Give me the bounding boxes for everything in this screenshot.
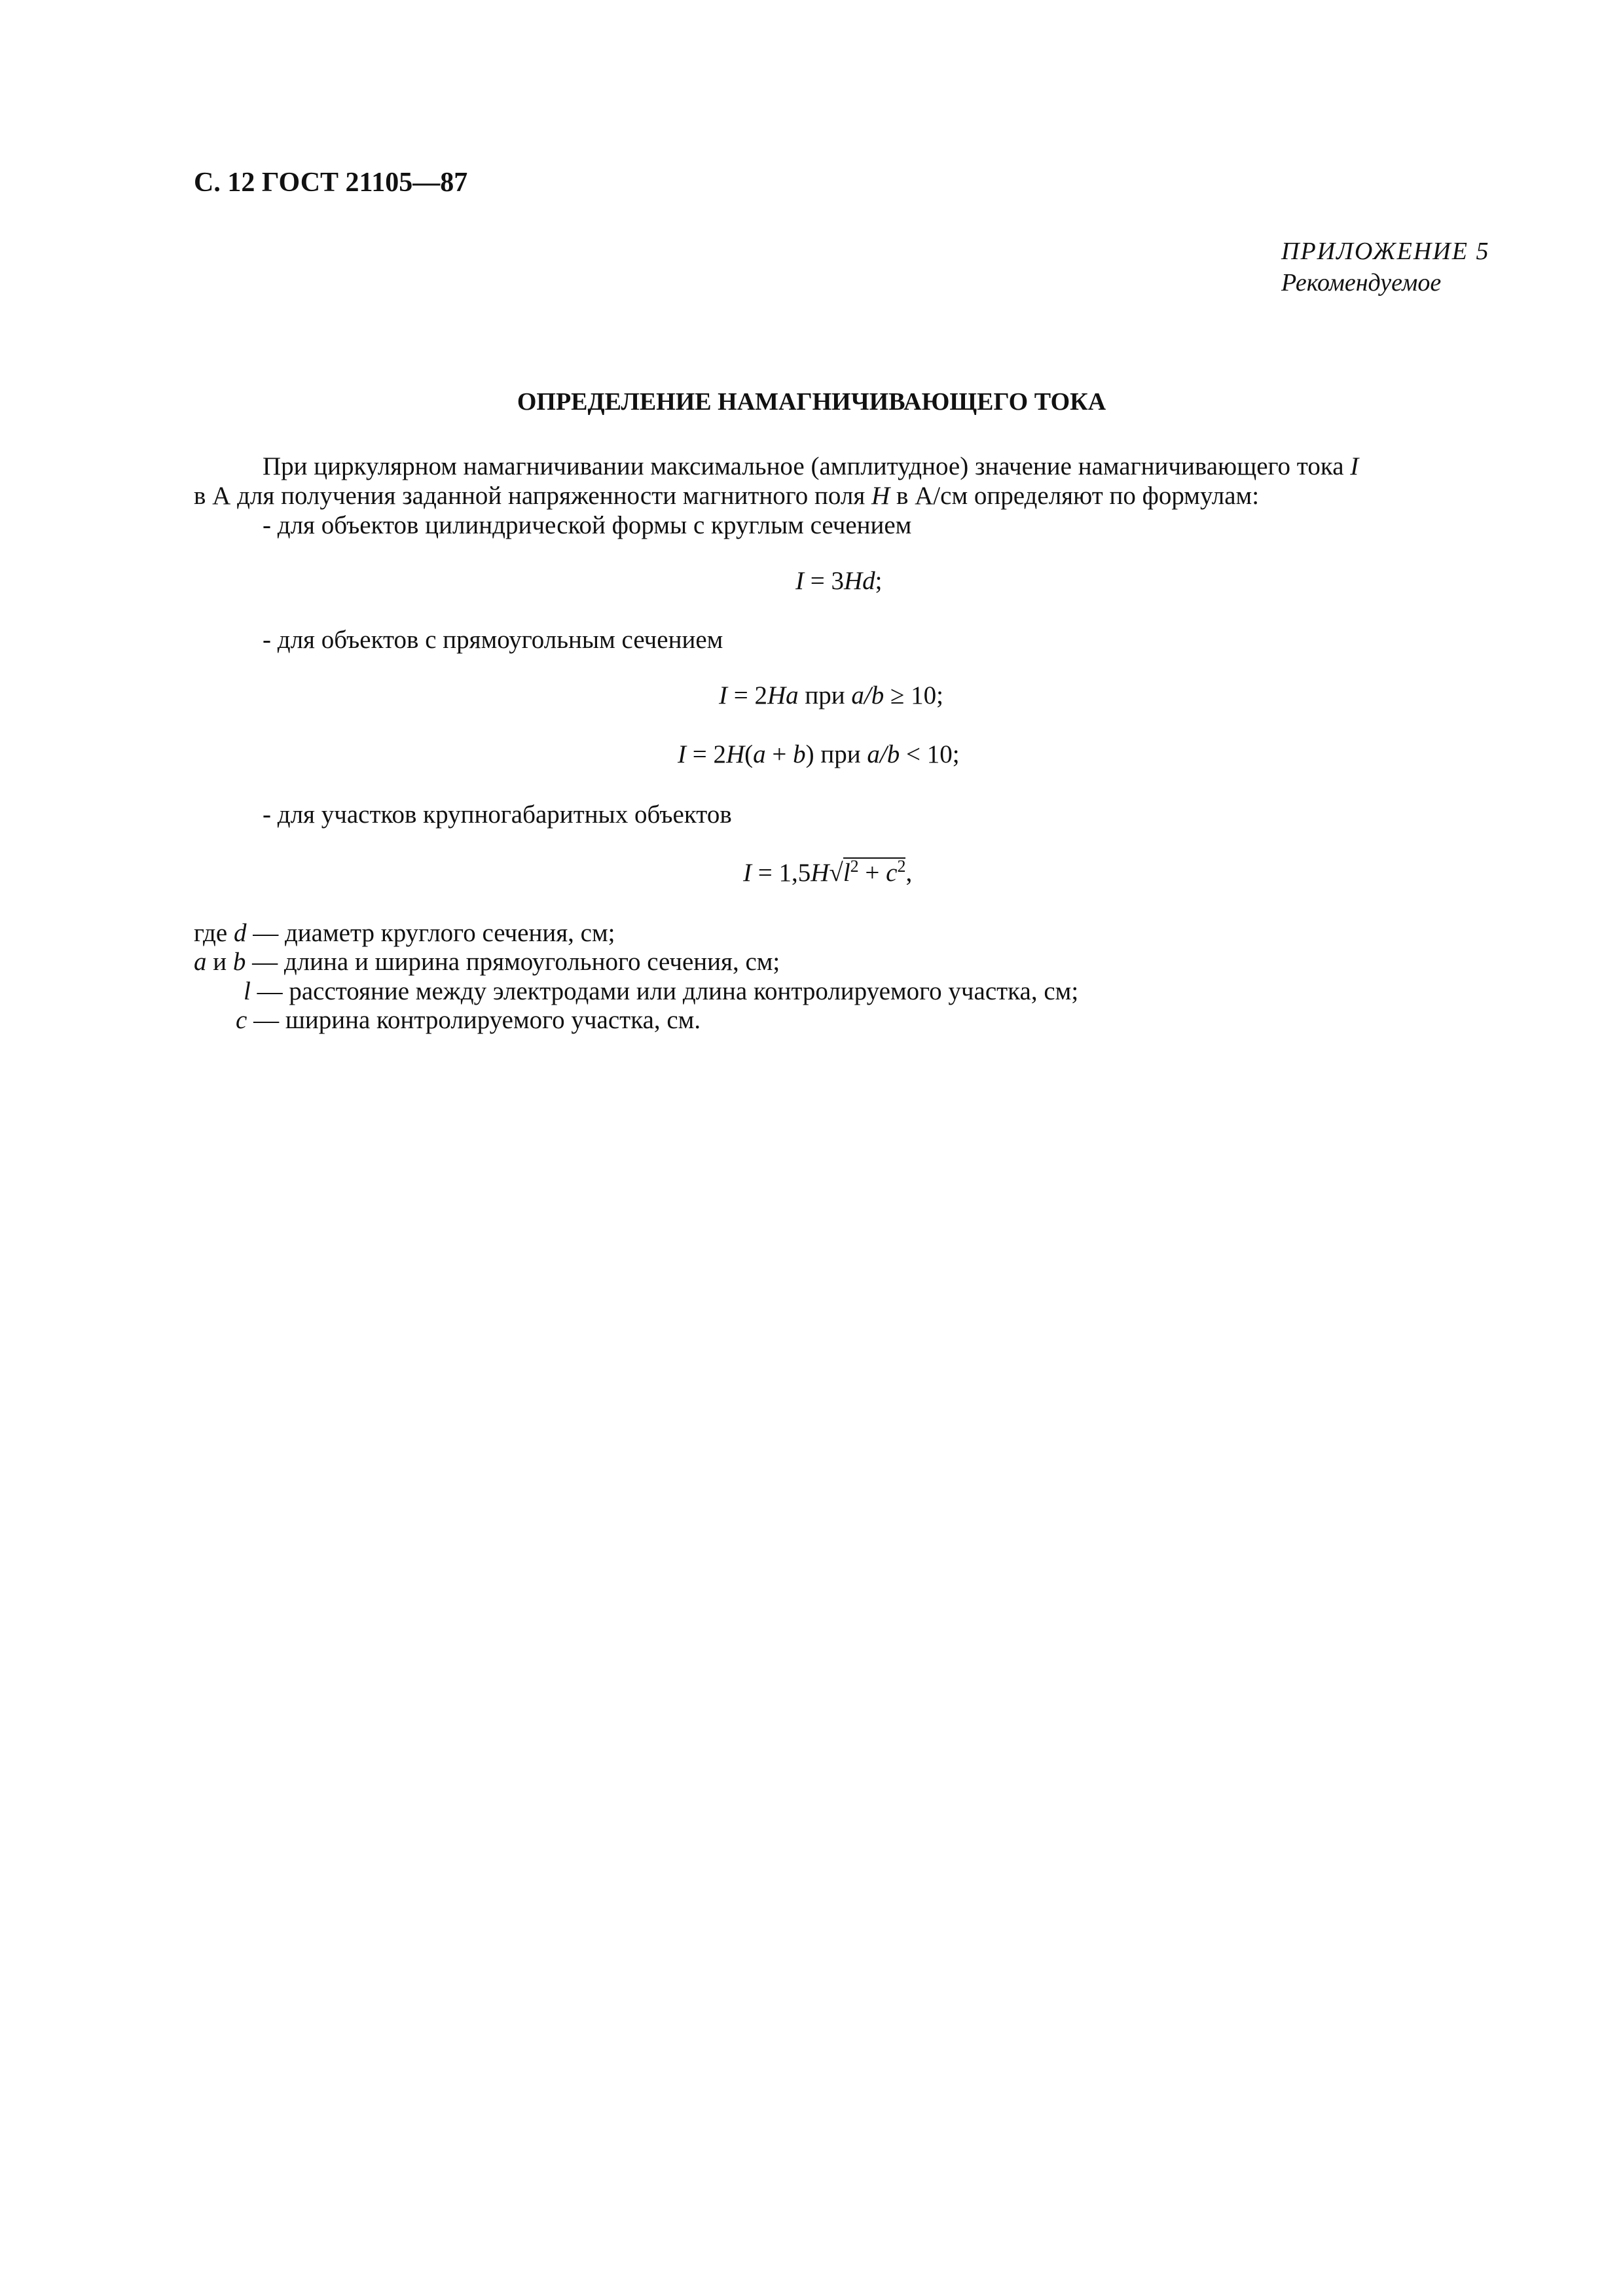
legend-c: c — ширина контролируемого участка, см. [236, 1006, 701, 1034]
case-rectangular: - для объектов с прямоугольным сечением [263, 626, 723, 654]
intro-line-1: При циркулярном намагничивании максимальное (амплитудное) значение намагничивающего тока I [263, 452, 1359, 480]
page-header: С. 12 ГОСТ 21105—87 [194, 168, 468, 198]
formula-rectangular-2: I = 2H(a + b) при a/b < 10; [678, 740, 960, 768]
legend-ab: a и b — длина и ширина прямоугольного сечения, см; [194, 948, 780, 976]
sqrt-radicand: $l^2 + c^2$ [843, 857, 906, 887]
formula-rectangular-1: I = 2Ha при a/b ≥ 10; [719, 681, 944, 709]
sqrt-sign: √ [829, 859, 843, 887]
document-title: ОПРЕДЕЛЕНИЕ НАМАГНИЧИВАЮЩЕГО ТОКА [517, 388, 1106, 416]
case-cylindrical: - для объектов цилиндрической формы с круглым сечением [263, 511, 912, 539]
intro-line-2: в А для получения заданной напряженности магнитного поля H в А/см определяют по формулам: [194, 482, 1260, 510]
appendix-status: Рекомендуемое [1281, 269, 1442, 296]
formula-large-objects: $I = 1,5H√l^2 + c^2$, [743, 857, 913, 887]
case-large-objects: - для участков крупногабаритных объектов [263, 800, 732, 829]
appendix-label: ПРИЛОЖЕНИЕ 5 [1281, 238, 1490, 265]
legend-l: l — расстояние между электродами или длина контролируемого участка, см; [244, 977, 1079, 1005]
formula-cylindrical: I = 3Hd; [795, 567, 883, 595]
legend-d: где d — диаметр круглого сечения, см; [194, 919, 615, 947]
